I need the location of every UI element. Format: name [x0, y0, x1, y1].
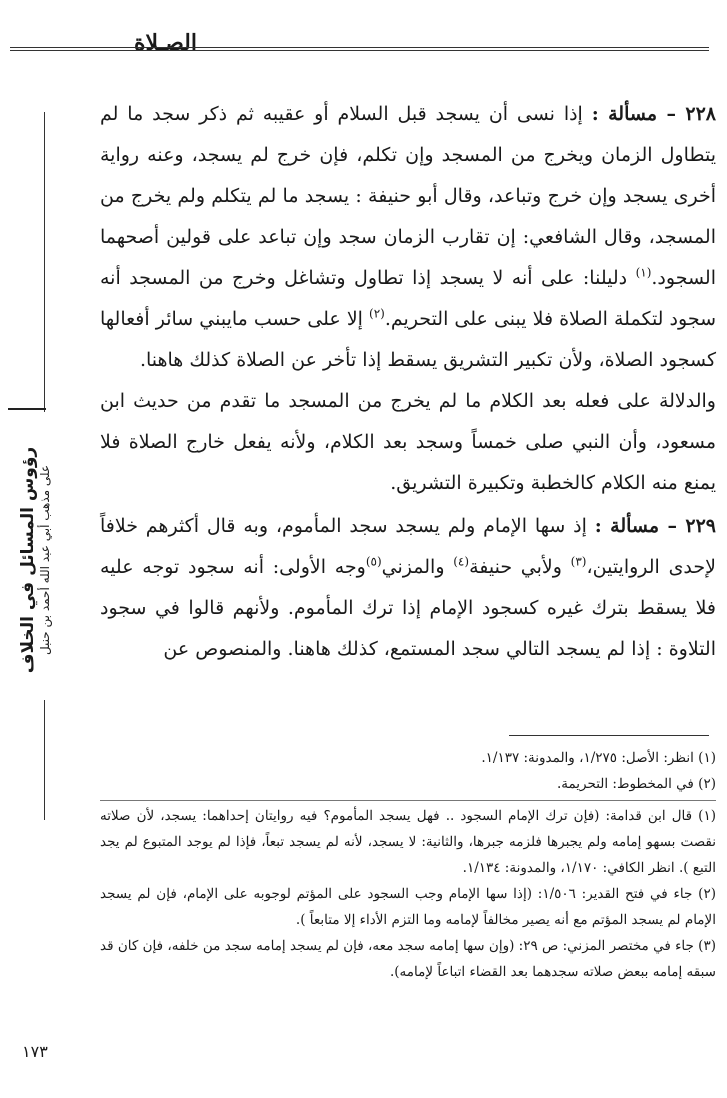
page-title: الصـلاة [134, 30, 197, 56]
footnote: (١) قال ابن قدامة: (فإن ترك الإمام السجود .. فهل يسجد المأموم؟ فيه روايتان إحداهما: يسجد، لأن صلاته نقصت بسهو إمامه ولم يجبرها فلزمه جبرها، والثانية: لا يسجد، لأنه لم يسجد تبعاً، فإذا لم يوجد المتبوع لم يجد التبع ). انظر الكافي: ١/١٧٠، والمدونة: ١/١٣٤. [100, 808, 716, 876]
footnote-ref: (٤) [453, 554, 470, 569]
side-divider [8, 408, 46, 410]
side-book-title [0, 420, 70, 700]
footnote: (١) انظر: الأصل: ١/٢٧٥، والمدونة: ١/١٣٧. [481, 750, 716, 766]
book-title: رؤوس المسائل في الخلاف [18, 446, 38, 674]
footnote-divider [100, 800, 716, 801]
issue-text: إذا نسى أن يسجد قبل السلام أو عقيبه ثم ذكر سجد ما لم يتطاول الزمان ويخرج من المسجد وإن تكلم، فإن خرج لم يسجد، وعنه رواية أخرى يسجد وإن خرج وتباعد، وقال أبو حنيفة : يسجد ما لم يتكلم ولم يخرج من المسجد، وقال الشافعي: إن تقارب الزمان سجد وإن تباعد على قولين أصحهما السجود. [100, 103, 716, 289]
footnotes [100, 745, 716, 985]
footnote: (٢) في المخطوط: التحريمة. [556, 776, 716, 792]
side-rule [44, 112, 45, 412]
footnote-ref: (١) [635, 265, 652, 280]
book-subtitle: على مذهب أبي عبد الله أحمد بن حنبل [38, 464, 52, 656]
issue-228 [100, 94, 716, 381]
footnote-separator [509, 735, 709, 736]
page-number: ١٧٣ [22, 1042, 48, 1061]
issue-text: إذ سها الإمام ولم يسجد سجد المأموم، وبه قال أكثرهم خلافاً لإحدى الروايتين، [100, 515, 716, 578]
side-rule [44, 700, 45, 820]
issue-text: دليلنا: على أنه لا يسجد إذا تطاول وتشاغل وخرج من المسجد أنه سجود لتكملة الصلاة فلا يبنى على التحريم. [100, 267, 716, 330]
header-rule [10, 47, 709, 51]
issue-text: إلا على حسب مايبني سائر أفعالها كسجود الصلاة، ولأن تكبير التشريق يسقط إذا تأخر عن الصلاة كذلك هاهنا. [100, 308, 716, 371]
issue-text: والمزني [381, 556, 454, 578]
footnote-ref: (٢) [369, 306, 385, 321]
footnote: (٢) جاء في فتح القدير: ١/٥٠٦: (إذا سها الإمام وجب السجود على المؤتم لوجوبه على الإمام، فإن لم يسجد الإمام لم يسجد المؤتم مع أنه يصير مخالفاً لإمامه وما التزم الأداء إلا متابعاً ). [100, 886, 716, 928]
footnote-ref: (٣) [570, 554, 587, 569]
footnote: (٣) جاء في مختصر المزني: ص ٢٩: (وإن سها إمامه سجد معه، فإن لم يسجد إمامه سجد من خلفه، فإن كان قد سبقه إمامه ببعض صلاته سجدهما بعد القضاء اتباعاً لإمامه). [100, 938, 716, 980]
issue-229 [100, 506, 716, 670]
issue-228-paragraph-2: والدلالة على فعله بعد الكلام ما لم يخرج من المسجد ما تقدم من حديث ابن مسعود، وأن النبي صلى خمساً وسجد بعد الكلام، ولأنه يفعل خارج الصلاة فلا يمنع منه الكلام كالخطبة وتكبيرة التشريق. [100, 390, 716, 494]
footnote-ref: (٥) [365, 554, 382, 569]
issue-text: ولأبي حنيفة [469, 556, 571, 578]
issue-heading: ٢٢٨ – مسألة : [591, 103, 716, 125]
issue-text: وجه الأولى: أنه سجود توجه عليه فلا يسقط بترك غيره كسجود الإمام إذا ترك المأموم. ولأنهم قالوا في سجود التلاوة : إذا لم يسجد التالي سجد المستمع، كذلك هاهنا. والمنصوص عن [100, 556, 716, 660]
main-text [100, 92, 716, 670]
issue-heading: ٢٢٩ – مسألة : [594, 515, 717, 537]
